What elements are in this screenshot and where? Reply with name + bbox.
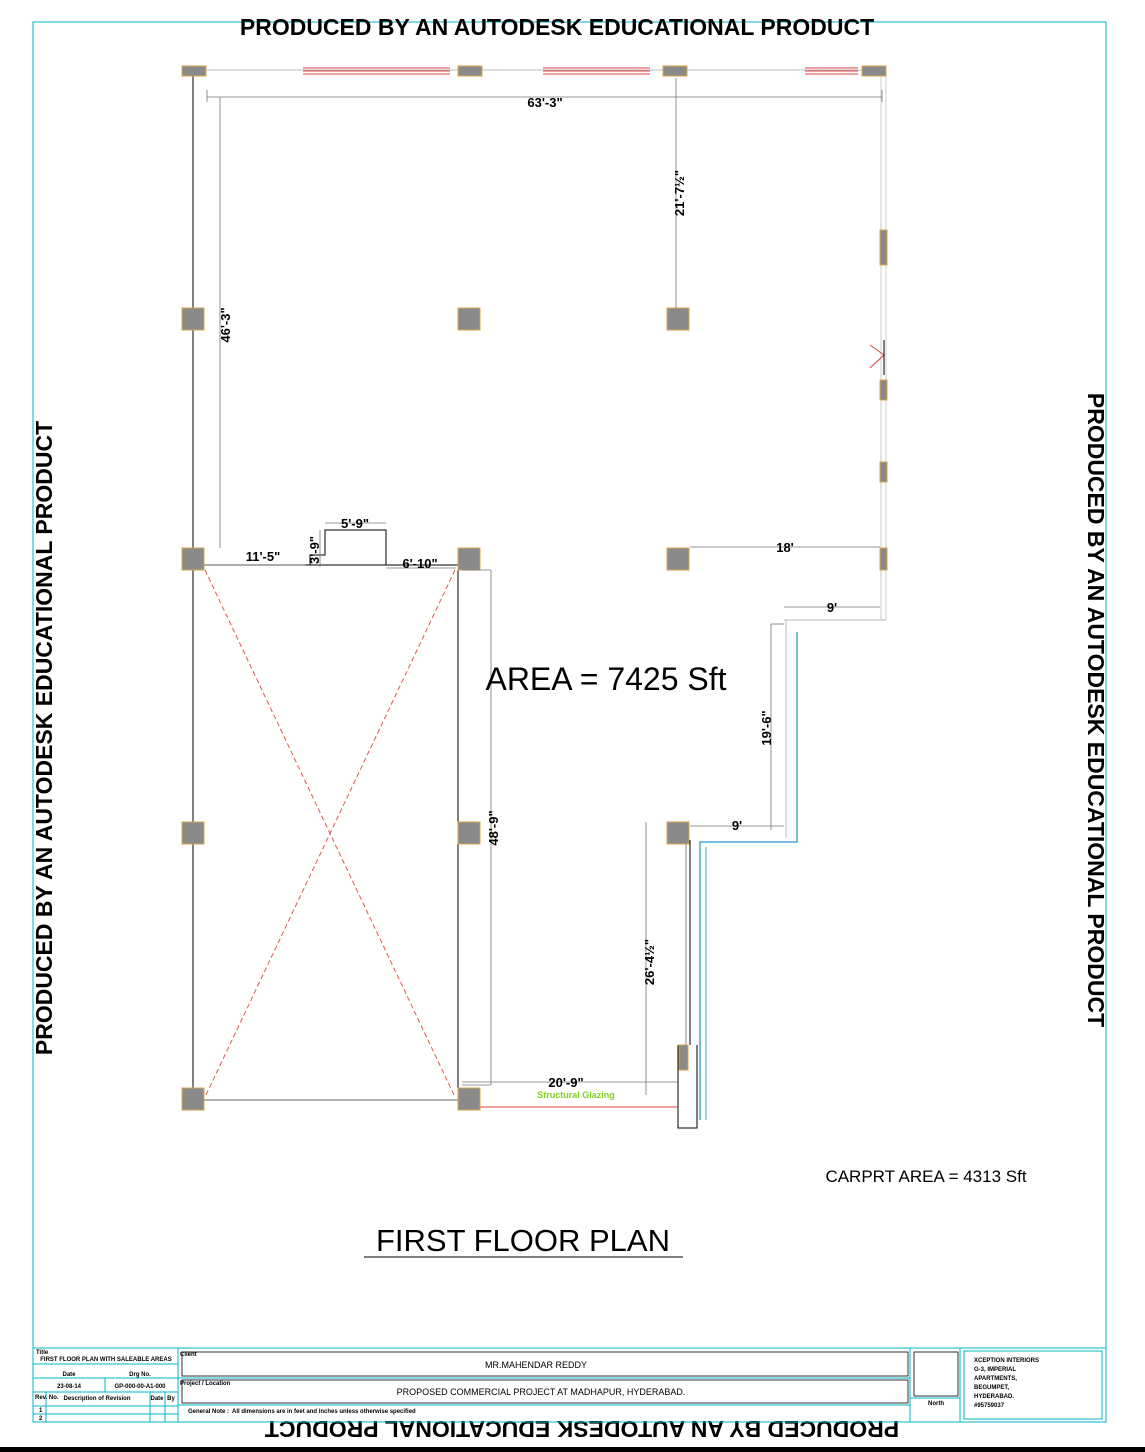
tb-date-caption: Date <box>62 1372 76 1378</box>
dim-3-9: 3'-9" <box>307 535 322 565</box>
carport-area-label: CARPRT AREA = 4313 Sft <box>825 1167 1027 1186</box>
tb-firm-line-1: XCEPTION INTERIORS <box>974 1358 1040 1364</box>
tb-note-caption: General Note : <box>188 1409 230 1415</box>
dim-left-height: 46'-3" <box>218 307 233 343</box>
tb-rev-by-caption: By <box>167 1396 175 1402</box>
watermark-top: PRODUCED BY AN AUTODESK EDUCATIONAL PRODUCT <box>239 14 875 40</box>
dim-9-lower: 9' <box>731 818 743 833</box>
tb-rev-row-1: 1 <box>39 1408 43 1414</box>
tb-firm-line-6: #95759037 <box>974 1403 1005 1409</box>
tb-drg-caption: Drg No. <box>129 1372 151 1378</box>
void-cross <box>205 570 455 1097</box>
dim-19-6: 19'-6" <box>759 710 774 746</box>
tb-rev-desc-caption: Description of Revision <box>63 1396 131 1402</box>
plan-title: FIRST FLOOR PLAN <box>376 1223 670 1258</box>
dim-5-9: 5'-9" <box>340 516 370 531</box>
tb-note-value: All dimensions are in feet and inches unless otherwise specified <box>232 1409 416 1415</box>
tb-firm-line-5: HYDERABAD. <box>974 1394 1015 1400</box>
dim-11-5: 11'-5" <box>245 549 281 564</box>
watermark-bottom: PRODUCED BY AN AUTODESK EDUCATIONAL PRODUCT <box>264 1416 900 1442</box>
dim-top-width: 63'-3" <box>527 95 563 110</box>
plan-walls <box>192 70 886 1128</box>
tb-date-value: 23-08-14 <box>56 1384 82 1390</box>
dim-9-upper: 9' <box>826 600 838 615</box>
tb-north-caption: North <box>928 1401 944 1407</box>
dim-column-bay: 21'-7½" <box>672 169 687 217</box>
tb-rev-date-caption: Date <box>150 1396 164 1402</box>
dim-26-4: 26'-4½" <box>642 938 657 986</box>
dimension-lines <box>204 78 882 1095</box>
dim-6-10: 6'-10" <box>402 556 438 571</box>
watermark-left: PRODUCED BY AN AUTODESK EDUCATIONAL PRODUCT <box>31 420 57 1056</box>
tb-drg-value: GP-000-00-A1-000 <box>114 1384 166 1390</box>
tb-firm-line-4: BEGUMPET, <box>974 1385 1010 1391</box>
tb-rev-row-2: 2 <box>39 1416 43 1422</box>
tb-title-caption: Title <box>36 1350 49 1356</box>
dim-48-9: 48'-9" <box>486 810 501 846</box>
columns <box>182 66 887 1110</box>
dim-18: 18' <box>776 540 794 555</box>
tb-client-caption: Client <box>180 1352 197 1358</box>
tb-rev-caption: Rev. No. <box>35 1395 59 1401</box>
tb-title-value: FIRST FLOOR PLAN WITH SALEABLE AREAS <box>40 1357 172 1363</box>
tb-project-value: PROPOSED COMMERCIAL PROJECT AT MADHAPUR, HYDERABAD. <box>396 1387 686 1397</box>
dim-20-9: 20'-9" <box>548 1075 584 1090</box>
watermark-right: PRODUCED BY AN AUTODESK EDUCATIONAL PRODUCT <box>1083 392 1109 1028</box>
tb-firm-line-2: G-3, IMPERIAL <box>974 1367 1017 1373</box>
door-symbol <box>870 340 884 375</box>
sheet-border <box>33 22 1106 1422</box>
area-label: AREA = 7425 Sft <box>485 661 727 697</box>
tb-firm-line-3: APARTMENTS, <box>974 1376 1017 1382</box>
top-windows <box>303 68 858 74</box>
tb-project-caption: Project / Location <box>180 1381 231 1387</box>
tb-client-value: MR.MAHENDAR REDDY <box>484 1360 588 1370</box>
glazing-label: Structural Glazing <box>537 1090 615 1100</box>
glass-lines <box>700 632 797 1120</box>
